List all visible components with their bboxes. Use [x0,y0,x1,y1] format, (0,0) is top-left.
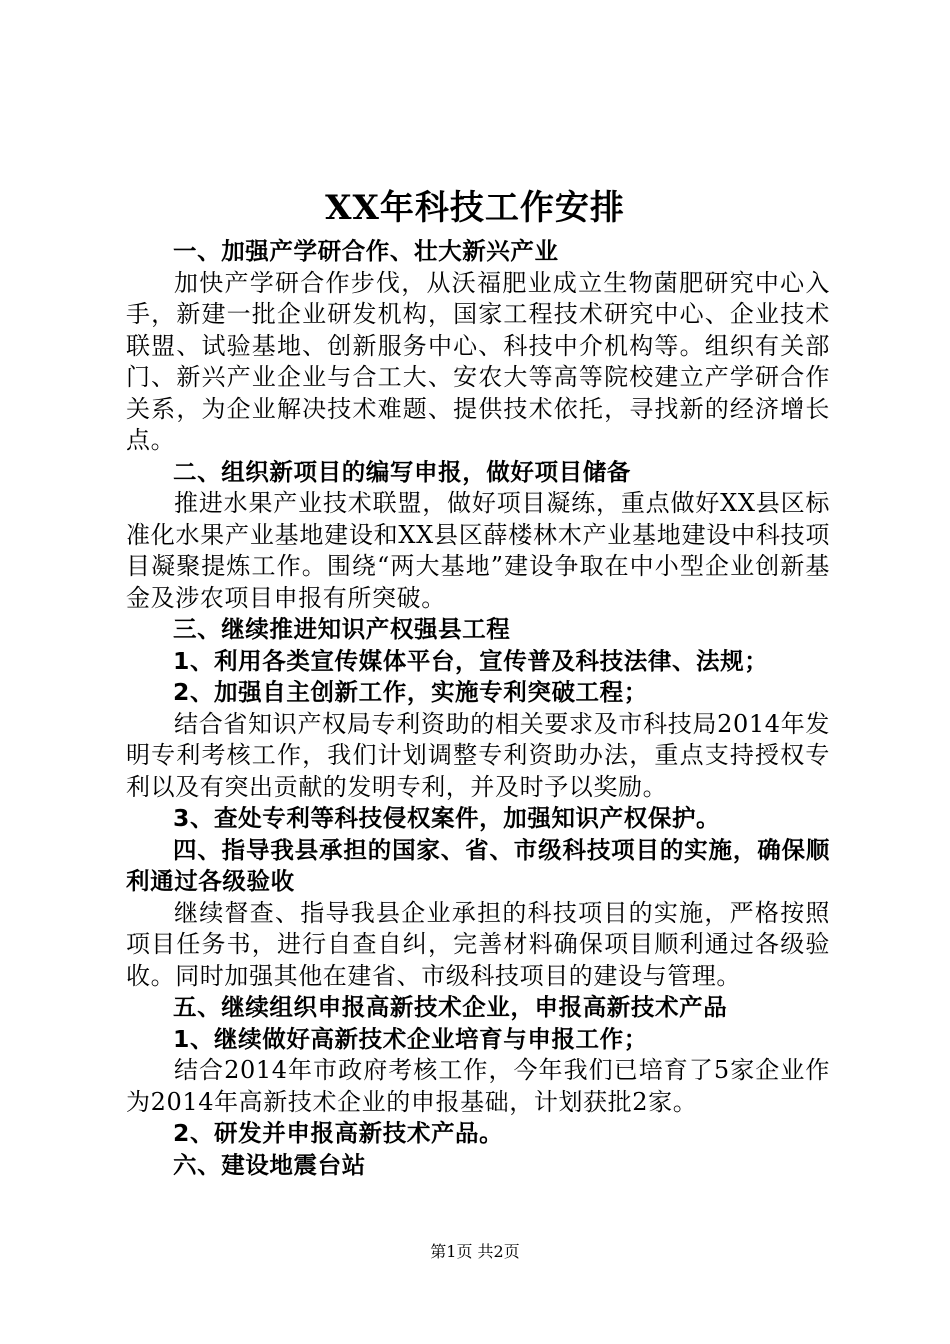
document-title: XX年科技工作安排 [325,188,625,228]
paragraph: 继续督查、指导我县企业承担的科技项目的实施，严格按照项目任务书，进行自查自纠，完善材料确保项目顺利通过各级验收。同时加强其他在建省、市级科技项目的建设与管理。 [126,898,830,990]
list-item: 1、利用各类宣传媒体平台，宣传普及科技法律、法规； [173,646,769,675]
page-footer: 第1页 共2页 [430,1242,520,1261]
list-item: 3、查处专利等科技侵权案件，加强知识产权保护。 [173,804,721,832]
section-heading-1: 一、加强产学研合作、壮大新兴产业 [173,237,559,265]
section-heading-3: 三、继续推进知识产权强县工程 [173,615,511,643]
section-heading-6: 六、建设地震台站 [173,1150,366,1179]
document-body [126,236,830,1181]
paragraph: 结合省知识产权局专利资助的相关要求及市科技局2014年发明专利考核工作，我们计划调整专利资助办法，重点支持授权专利以及有突出贡献的发明专利，并及时予以奖励。 [126,709,830,801]
section-heading-4: 四、指导我县承担的国家、省、市级科技项目的实施，确保顺利通过各级验收 [126,835,830,895]
paragraph: 结合2014年市政府考核工作，今年我们已培育了5家企业作为2014年高新技术企业的申报基础，计划获批2家。 [126,1056,830,1116]
list-item: 2、研发并申报高新技术产品。 [173,1119,504,1147]
paragraph: 加快产学研合作步伐，从沃福肥业成立生物菌肥研究中心入手，新建一批企业研发机构，国家工程技术研究中心、企业技术联盟、试验基地、创新服务中心、科技中介机构等。组织有关部门、新兴产业企业与合工大、安农大等高等院校建立产学研合作关系，为企业解决技术难题、提供技术依托，寻找新的经济增长点。 [126,268,830,454]
list-item: 2、加强自主创新工作，实施专利突破工程； [173,678,648,706]
list-item: 1、继续做好高新技术企业培育与申报工作； [173,1024,648,1053]
section-heading-5: 五、继续组织申报高新技术企业，申报高新技术产品 [173,993,728,1021]
paragraph: 推进水果产业技术联盟，做好项目凝练，重点做好XX县区标准化水果产业基地建设和XX县区薛楼林木产业基地建设中科技项目凝聚提炼工作。围绕“两大基地”建设争取在中小型企业创新基金及涉农项目申报有所突破。 [126,489,830,612]
section-heading-2: 二、组织新项目的编写申报，做好项目储备 [173,457,631,486]
